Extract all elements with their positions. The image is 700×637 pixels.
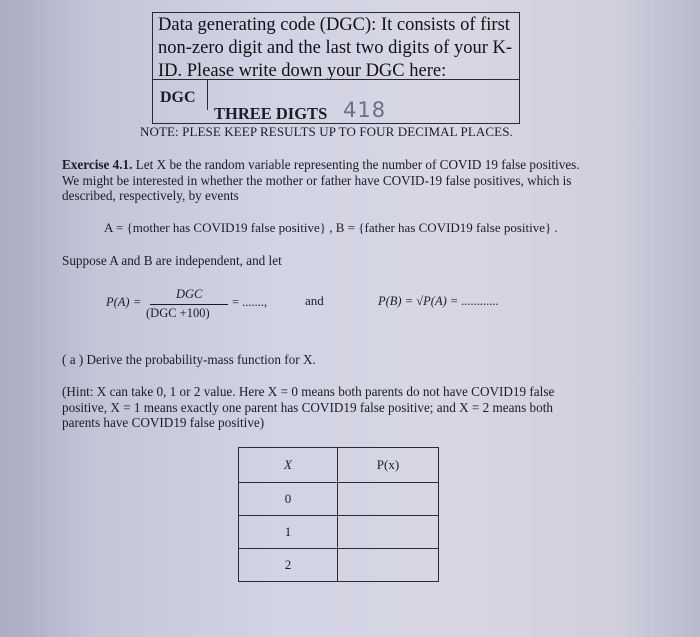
pb-formula[interactable]: P(B) = √P(A) = ............ <box>378 294 499 308</box>
dgc-instructions <box>158 14 518 83</box>
exercise-intro-1: Let X be the random variable representing the number of COVID 19 false positives. <box>135 157 580 172</box>
header-px: P(x) <box>338 448 439 483</box>
px-value-2[interactable] <box>338 549 439 582</box>
pa-label: P(A) = <box>106 295 142 309</box>
dgc-line-2: non-zero digit and the last two digits of your K- <box>158 38 513 58</box>
pmf-table-header <box>239 448 439 483</box>
header-x: X <box>239 448 338 483</box>
independence-statement: Suppose A and B are independent, and let <box>62 253 282 268</box>
and-text: and <box>305 293 324 308</box>
x-value-1: 1 <box>239 516 338 549</box>
dgc-line-1: Data generating code (DGC): It consists of first <box>158 15 510 35</box>
pmf-table <box>238 447 439 582</box>
dgc-placeholder-text: THREE DIGTS <box>214 104 328 123</box>
fraction-denominator: (DGC +100) <box>146 306 210 320</box>
dgc-line-3: ID. Please write down your DGC here: <box>158 61 447 81</box>
dgc-label: DGC <box>160 89 196 106</box>
note: NOTE: PLESE KEEP RESULTS UP TO FOUR DECIMAL PLACES. <box>140 124 513 139</box>
fraction-numerator: DGC <box>176 287 203 301</box>
exercise-intro <box>62 157 622 204</box>
hint-line-2: positive, X = 1 means exactly one parent has COVID19 false positive; and X = 2 means both <box>62 399 553 415</box>
exercise-number: Exercise 4.1. <box>62 157 133 172</box>
table-row <box>239 516 439 549</box>
exercise-intro-2: We might be interested in whether the mother or father have COVID-19 false positives, which is <box>62 172 572 188</box>
exercise-intro-3: described, respectively, by events <box>62 188 239 203</box>
dgc-handwritten-value[interactable]: 418 <box>343 98 387 122</box>
hint-line-3: parents have COVID19 false positive) <box>62 415 265 430</box>
table-row <box>239 483 439 516</box>
hint-line-1: (Hint: X can take 0, 1 or 2 value. Here X = 0 means both parents do not have COVID19 false <box>62 384 555 399</box>
pa-blank[interactable]: = ......., <box>232 295 268 309</box>
hint <box>62 384 622 431</box>
x-value-0: 0 <box>239 483 338 516</box>
events-definition: A = {mother has COVID19 false positive} , B = {father has COVID19 false positive} . <box>104 220 558 235</box>
x-value-2: 2 <box>239 549 338 582</box>
part-a: ( a ) Derive the probability-mass function for X. <box>62 352 316 367</box>
px-value-0[interactable] <box>338 483 439 516</box>
table-row <box>239 549 439 582</box>
fraction-bar <box>150 304 228 305</box>
px-value-1[interactable] <box>338 516 439 549</box>
